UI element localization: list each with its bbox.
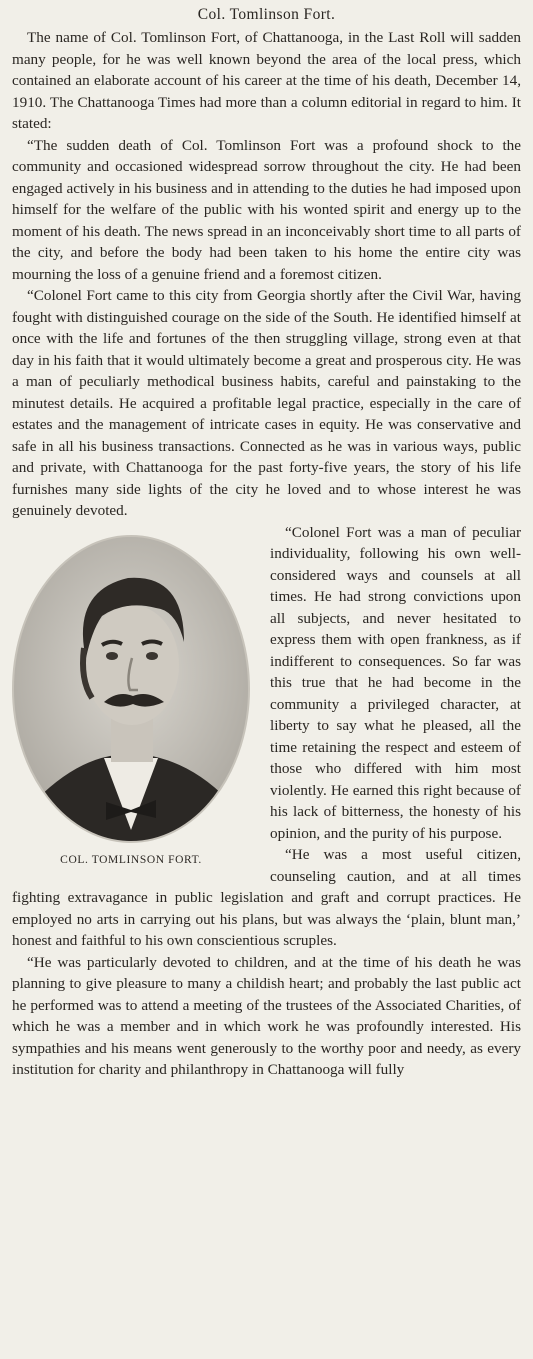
article-title: Col. Tomlinson Fort. [197, 6, 336, 23]
paragraph-quote-2: “Colonel Fort came to this city from Georgia shortly after the Civil War, having fought with distinguished courage on the side of the South. He identified himself at once with the life and fortunes of the then struggling village, strong even at that day in his faith that it would ultimately become a great and prosperous city. He was a man of peculiarly methodical business habits, careful and painstaking to the minutest details. He acquired a profitable legal practice, especially in the care of estates and the management of intricate cases in equity. He was conservative and safe in all his business transactions. Connected as he was in various ways, public and private, with Chattanooga for the past forty-five years, the story of his life furnishes many side lights of the city he loved and to whose interest he was genuinely devoted. [12, 287, 521, 519]
paragraph-intro: The name of Col. Tomlinson Fort, of Chattanooga, in the Last Roll will sadden many people, for he was well known beyond the area of the local press, which contained an elaborate account of his career at the time of his death, December 14, 1910. The Chattanooga Times had more than a column editorial in regard to him. It stated: [12, 29, 521, 132]
paragraph-quote-4: “He was a most useful citizen, counseling caution, and at all times fighting extravagance in public legislation and graft and corrupt practices. He employed no arts in carrying out his plans, but was always the ‘plain, blunt man,’ honest and faithful to his own conscientious scruples. [12, 846, 521, 949]
portrait-photo [6, 530, 256, 848]
paragraph-quote-5: “He was particularly devoted to children, and at the time of his death he was planning to give pleasure to many a childish heart; and probably the last public act he performed was to attend a meeting of the trustees of the Associated Charities, of which he was a member and in which work he was profoundly interested. His sympathies and his means went generously to the worthy poor and needy, as every institution for charity and philanthropy in Chattanooga will fully [12, 953, 521, 1078]
portrait-caption: COL. TOMLINSON FORT. [60, 853, 202, 866]
paragraph-quote-3: “Colonel Fort was a man of peculiar individuality, following his own well-considered ways and counsels at all times. He had strong convictions upon all subjects, and never hesitated to express them with open frankness, as if indifferent to consequences. So far was this true that he had become in the community a privileged character, at liberty to say what he pleased, all the time retaining the respect and esteem of those who differed with him most violently. He earned this right because of his lack of bitterness, the honesty of his opinion, and the purity of his purpose. [270, 523, 521, 842]
paragraph-quote-1: “The sudden death of Col. Tomlinson Fort was a profound shock to the community and occasioned widespread sorrow throughout the city. He had been engaged actively in his business and in attending to the duties he had imposed upon himself for the welfare of the public with his wonted spirit and energy up to the moment of his death. The news spread in an inconceivably short time to all parts of the city, and before the body had been taken to his home the entire city was mourning the loss of a genuine friend and a foremost citizen. [12, 136, 521, 283]
portrait-figure [0, 522, 262, 880]
